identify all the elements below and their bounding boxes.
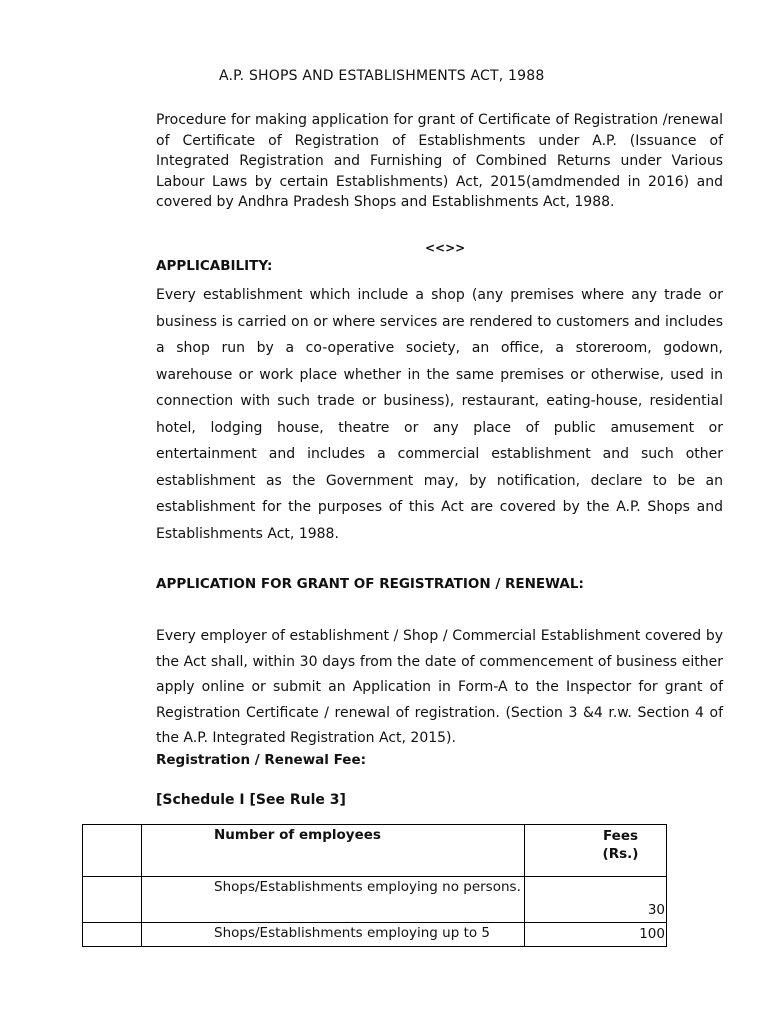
table-row bbox=[83, 877, 667, 923]
column-header-employees: Number of employees bbox=[214, 827, 381, 843]
row-fee-value: 100 bbox=[639, 926, 665, 942]
table-cell-desc bbox=[142, 923, 525, 947]
table-cell-fee bbox=[525, 923, 667, 947]
row-description: Shops/Establishments employing up to 5 bbox=[214, 925, 490, 941]
column-header-fees bbox=[525, 825, 666, 863]
table-cell-fee bbox=[525, 877, 667, 923]
application-paragraph: Every employer of establishment / Shop / Commercial Establishment covered by the Act shall, within 30 days from the date of commencement of business either apply online or submit an Application in Form-A to the Inspector for grant of Registration Certificate / renewal of registration. (Section 3 &4 r.w. Section 4 of the A.P. Integrated Registration Act, 2015). bbox=[156, 628, 723, 746]
column-header-fees-line1: Fees bbox=[602, 828, 639, 844]
table-header-cell-blank bbox=[83, 825, 142, 877]
application-heading: APPLICATION FOR GRANT OF REGISTRATION / RENEWAL: bbox=[156, 576, 584, 592]
schedule-heading: [Schedule I [See Rule 3] bbox=[156, 792, 346, 808]
row-fee-value: 30 bbox=[647, 902, 665, 918]
section-separator: <<>> bbox=[425, 241, 466, 255]
column-header-fees-line2: (Rs.) bbox=[602, 846, 639, 862]
table-header-row bbox=[83, 825, 667, 877]
table-cell-no bbox=[83, 877, 142, 923]
fee-heading: Registration / Renewal Fee: bbox=[156, 752, 367, 768]
document-title: A.P. SHOPS AND ESTABLISHMENTS ACT, 1988 bbox=[219, 68, 545, 84]
table-header-cell-employees bbox=[142, 825, 525, 877]
fee-table bbox=[82, 824, 667, 947]
table-header-cell-fees bbox=[525, 825, 667, 877]
row-description: Shops/Establishments employing no persons. bbox=[214, 879, 521, 895]
applicability-paragraph: Every establishment which include a shop (any premises where any trade or business is carried on or where services are rendered to customers and includes a shop run by a co-operative society, an office, a storeroom, godown, warehouse or work place whether in the same premises or otherwise, used in connection with such trade or business), restaurant, eating-house, residential hotel, lodging house, theatre or any place of public amusement or entertainment and includes a commercial establishment and such other establishment as the Government may, by notification, declare to be an establishment for the purposes of this Act are covered by the A.P. Shops and Establishments Act, 1988. bbox=[156, 287, 723, 542]
applicability-heading: APPLICABILITY: bbox=[156, 258, 273, 274]
table-cell-desc bbox=[142, 877, 525, 923]
intro-paragraph: Procedure for making application for grant of Certificate of Registration /renewal of Certificate of Registration of Establishments under A.P. (Issuance of Integrated Registration and Furnishing of Combined Returns under Various Labour Laws by certain Establishments) Act, 2015(amdmended in 2016) and covered by Andhra Pradesh Shops and Establishments Act, 1988. bbox=[156, 112, 723, 210]
table-cell-no bbox=[83, 923, 142, 947]
table-row bbox=[83, 923, 667, 947]
